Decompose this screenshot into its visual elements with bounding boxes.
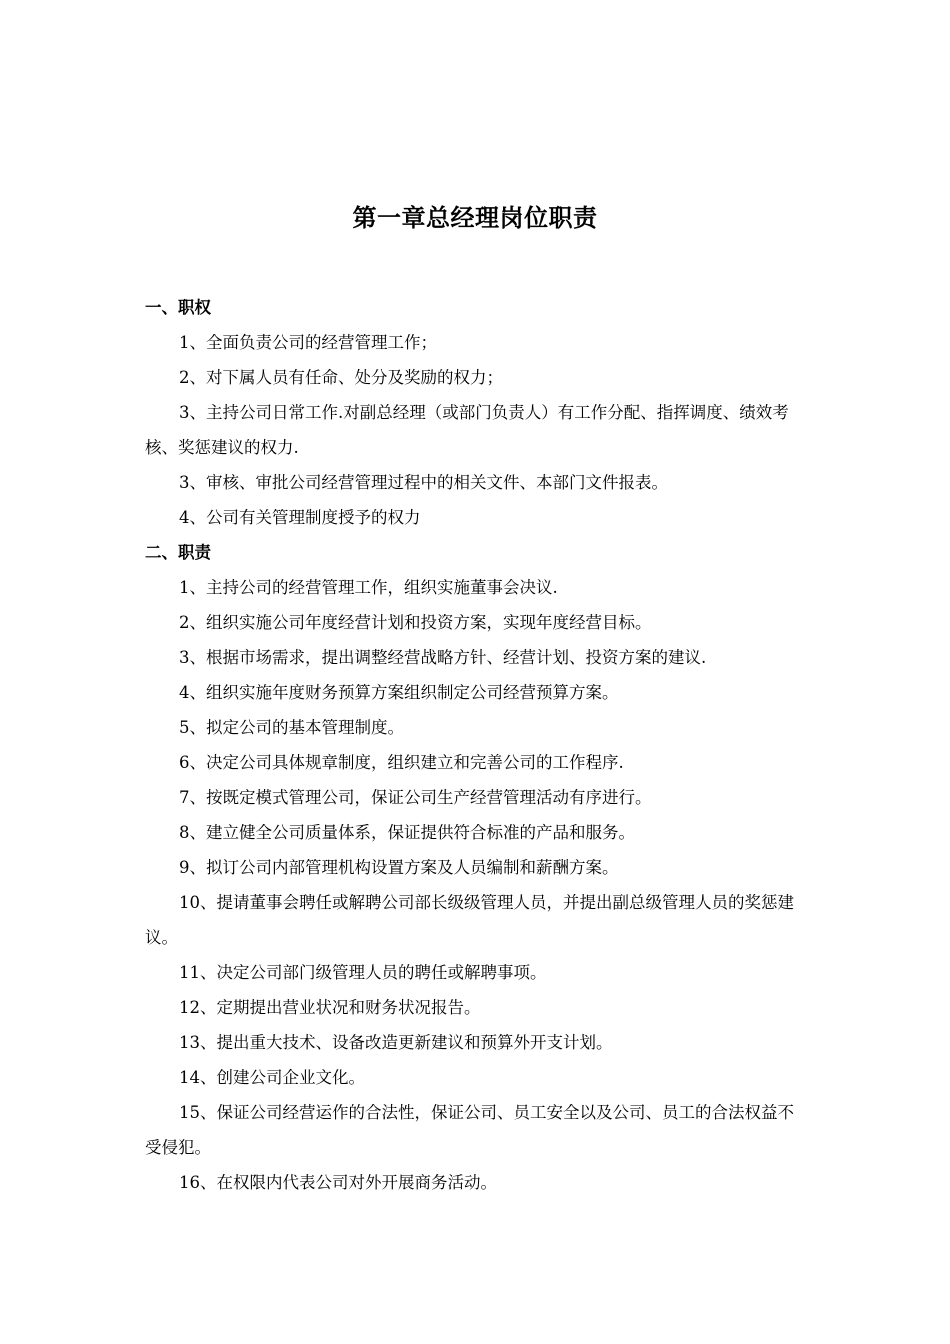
duties-item: 9、拟订公司内部管理机构设置方案及人员编制和薪酬方案。 xyxy=(179,858,619,877)
document-body xyxy=(145,290,810,1200)
duties-item: 10、提请董事会聘任或解聘公司部长级级管理人员，并提出副总级管理人员的奖惩建议。 xyxy=(145,893,794,947)
duties-item: 14、创建公司企业文化。 xyxy=(179,1068,365,1087)
duties-item: 7、按既定模式管理公司，保证公司生产经营管理活动有序进行。 xyxy=(179,788,652,807)
duties-item: 13、提出重大技术、设备改造更新建议和预算外开支计划。 xyxy=(179,1033,613,1052)
section-heading-powers: 一、职权 xyxy=(145,298,211,317)
duties-item: 12、定期提出营业状况和财务状况报告。 xyxy=(179,998,481,1017)
duties-item: 6、决定公司具体规章制度，组织建立和完善公司的工作程序. xyxy=(179,753,624,772)
duties-item: 2、组织实施公司年度经营计划和投资方案，实现年度经营目标。 xyxy=(179,613,652,632)
duties-item: 1、主持公司的经营管理工作，组织实施董事会决议. xyxy=(179,578,558,597)
powers-item: 3、主持公司日常工作.对副总经理（或部门负责人）有工作分配、指挥调度、绩效考核、奖惩建议的权力. xyxy=(145,403,789,457)
section-heading-duties: 二、职责 xyxy=(145,543,211,562)
duties-item: 15、保证公司经营运作的合法性，保证公司、员工安全以及公司、员工的合法权益不受侵犯。 xyxy=(145,1103,794,1157)
duties-item: 5、拟定公司的基本管理制度。 xyxy=(179,718,404,737)
duties-item: 16、在权限内代表公司对外开展商务活动。 xyxy=(179,1173,497,1192)
powers-item: 3、审核、审批公司经营管理过程中的相关文件、本部门文件报表。 xyxy=(179,473,668,492)
powers-item: 4、公司有关管理制度授予的权力 xyxy=(179,508,421,527)
duties-item: 11、决定公司部门级管理人员的聘任或解聘事项。 xyxy=(179,963,547,982)
duties-item: 8、建立健全公司质量体系，保证提供符合标准的产品和服务。 xyxy=(179,823,635,842)
powers-item: 2、对下属人员有任命、处分及奖励的权力； xyxy=(179,368,503,387)
document-title: 第一章总经理岗位职责 xyxy=(352,204,598,232)
duties-item: 4、组织实施年度财务预算方案组织制定公司经营预算方案。 xyxy=(179,683,619,702)
duties-item: 3、根据市场需求，提出调整经营战略方针、经营计划、投资方案的建议. xyxy=(179,648,707,667)
powers-item: 1、全面负责公司的经营管理工作； xyxy=(179,333,437,352)
